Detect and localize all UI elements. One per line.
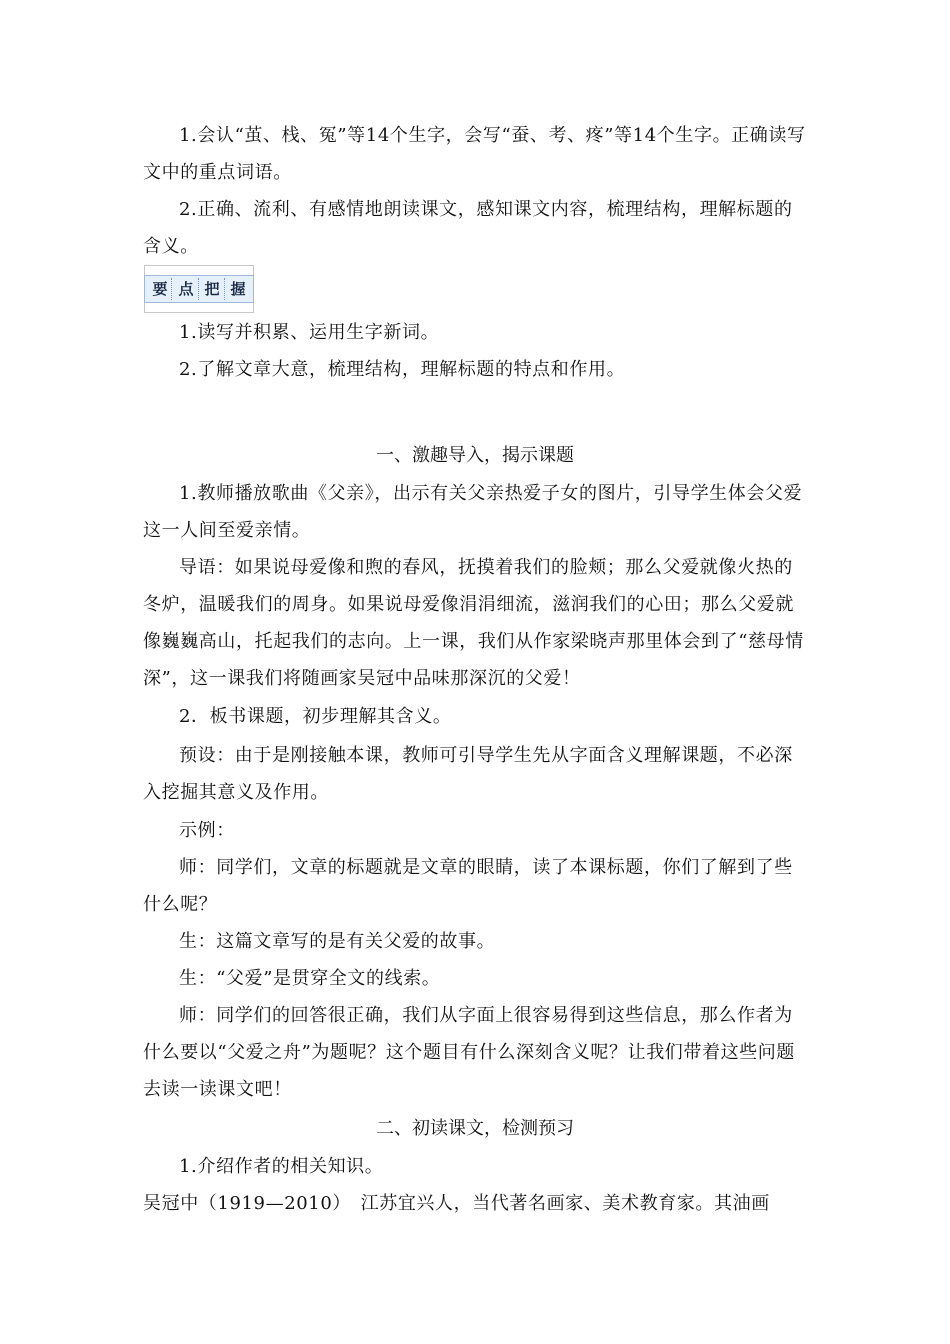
paragraph: 2．板书课题，初步理解其含义。 bbox=[179, 706, 452, 727]
paragraph: 1.介绍作者的相关知识。 bbox=[179, 1156, 384, 1177]
paragraph: 师：同学们的回答很正确，我们从字面上很容易得到这些信息，那么作者为什么要以“父爱之舟”为题呢？这个题目有什么深刻含义呢？让我们带着这些问题去读一读课文吧！ bbox=[143, 1005, 796, 1100]
section-heading-1: 一、激趣导入，揭示课题 bbox=[376, 445, 574, 466]
paragraph: 师：同学们，文章的标题就是文章的眼睛，读了本课标题，你们了解到了些什么呢？ bbox=[143, 857, 793, 915]
paragraph: 生：这篇文章写的是有关父爱的故事。 bbox=[179, 931, 496, 952]
objective-2: 2.正确、流利、有感情地朗读课文，感知课文内容，梳理结构，理解标题的含义。 bbox=[143, 199, 793, 257]
section-heading-2: 二、初读课文，检测预习 bbox=[376, 1118, 574, 1139]
badge-char: 把 bbox=[201, 278, 225, 300]
badge-char: 握 bbox=[230, 280, 246, 298]
paragraph: 吴冠中（1919—2010） 江苏宜兴人，当代著名画家、美术教育家。其油画 bbox=[143, 1193, 770, 1214]
paragraph: 生：“父爱”是贯穿全文的线索。 bbox=[179, 968, 441, 989]
badge-label bbox=[144, 275, 253, 303]
paragraph: 1.教师播放歌曲《父亲》，出示有关父亲热爱子女的图片，引导学生体会父爱这一人间至爱亲情。 bbox=[143, 483, 803, 541]
paragraph: 示例： bbox=[179, 820, 235, 841]
objective-1: 1.会认“茧、栈、冤”等14个生字，会写“蚕、考、疼”等14个生字。正确读写文中的重点词语。 bbox=[143, 125, 806, 183]
key-point-1: 1.读写并积累、运用生字新词。 bbox=[179, 322, 440, 343]
key-point-2: 2.了解文章大意，梳理结构，理解标题的特点和作用。 bbox=[179, 359, 626, 380]
paragraph: 导语：如果说母爱像和煦的春风，抚摸着我们的脸颊；那么父爱就像火热的冬炉，温暖我们的周身。如果说母爱像涓涓细流，滋润我们的心田；那么父爱就像巍巍高山，托起我们的志向。上一课，我们从作家梁晓声那里体会到了“慈母情深”，这一课我们将随画家吴冠中品味那深沉的父爱！ bbox=[143, 557, 804, 689]
badge-char: 点 bbox=[174, 278, 198, 300]
key-points-badge bbox=[144, 265, 254, 313]
badge-char: 要 bbox=[148, 278, 172, 300]
paragraph: 预设：由于是刚接触本课，教师可引导学生先从字面含义理解课题，不必深入挖掘其意义及作用。 bbox=[143, 745, 793, 803]
